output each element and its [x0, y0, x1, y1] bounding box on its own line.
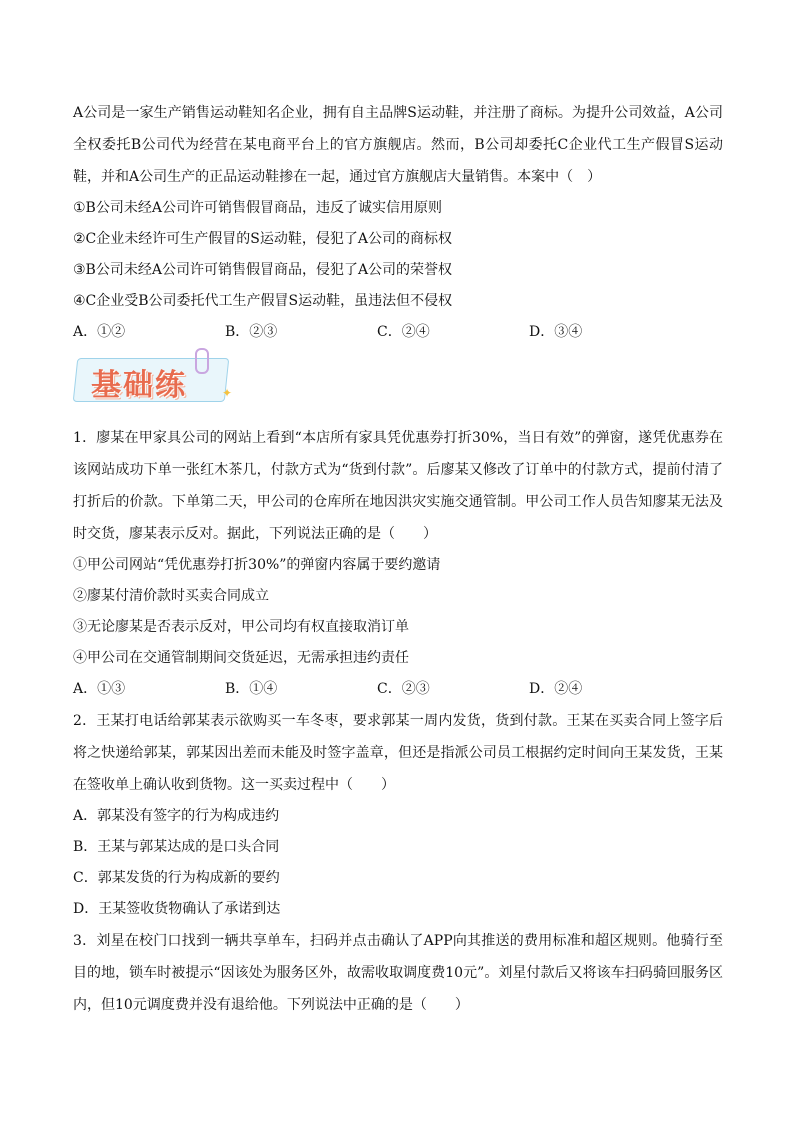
section-title: 基础练 [91, 368, 187, 403]
option-d: D．②④ [529, 681, 583, 697]
document-content [73, 97, 723, 1021]
statement: ②C企业未经许可生产假冒的S运动鞋，侵犯了A公司的商标权 [73, 231, 452, 247]
statement: ①甲公司网站“凭优惠券打折30%”的弹窗内容属于要约邀请 [73, 557, 441, 573]
question-stem: 2．王某打电话给郭某表示欲购买一车冬枣，要求郭某一周内发货，货到付款。王某在买卖合同上签字后将之快递给郭某，郭某因出差而未能及时签字盖章，但还是指派公司员工根据约定时间向王某发货，王某在签收单上确认收到货物。这一买卖过程中（ ） [73, 713, 723, 793]
statement: ③无论廖某是否表示反对，甲公司均有权直接取消订单 [73, 619, 409, 635]
section-banner [73, 352, 723, 408]
statement: ①B公司未经A公司许可销售假冒商品，违反了诚实信用原则 [73, 200, 442, 216]
option-d: D．王某签收货物确认了承诺到达 [73, 901, 281, 917]
answer-options [73, 317, 723, 348]
option-b: B．②③ [225, 324, 278, 340]
option-a: A．郭某没有签字的行为构成违约 [73, 808, 280, 824]
paperclip-icon [195, 348, 209, 374]
statement: ③B公司未经A公司许可销售假冒商品，侵犯了A公司的荣誉权 [73, 262, 453, 278]
sparkle-icon: ✦ [222, 386, 233, 400]
option-a: A．①② [73, 324, 126, 340]
option-a: A．①③ [73, 681, 126, 697]
option-d: D．③④ [529, 324, 583, 340]
statement: ④甲公司在交通管制期间交货延迟，无需承担违约责任 [73, 650, 409, 666]
option-c: C．②④ [377, 324, 430, 340]
question-stem: A公司是一家生产销售运动鞋知名企业，拥有自主品牌S运动鞋，并注册了商标。为提升公司效益，A公司全权委托B公司代为经营在某电商平台上的官方旗舰店。然而，B公司却委托C企业代工生产假冒S运动鞋，并和A公司生产的正品运动鞋掺在一起，通过官方旗舰店大量销售。本案中（ ） [73, 105, 723, 185]
statement: ④C企业受B公司委托代工生产假冒S运动鞋，虽违法但不侵权 [73, 293, 453, 309]
option-b: B．①④ [225, 681, 278, 697]
option-b: B．王某与郭某达成的是口头合同 [73, 839, 280, 855]
statement: ②廖某付清价款时买卖合同成立 [73, 588, 269, 604]
option-c: C．②③ [377, 681, 430, 697]
question-stem: 3．刘星在校门口找到一辆共享单车，扫码并点击确认了APP向其推送的费用标准和超区规则。他骑行至目的地，锁车时被提示“因该处为服务区外，故需收取调度费10元”。刘星付款后又将该车扫码骑回服务区内，但10元调度费并没有退给他。下列说法中正确的是（ ） [73, 933, 723, 1013]
answer-options [73, 674, 723, 705]
option-c: C．郭某发货的行为构成新的要约 [73, 870, 280, 886]
question-stem: 1．廖某在甲家具公司的网站上看到“本店所有家具凭优惠券打折30%，当日有效”的弹窗，遂凭优惠券在该网站成功下单一张红木茶几，付款方式为“货到付款”。后廖某又修改了订单中的付款方式，提前付清了打折后的价款。下单第二天，甲公司的仓库所在地因洪灾实施交通管制。甲公司工作人员告知廖某无法及时交货，廖某表示反对。据此，下列说法正确的是（ ） [73, 430, 723, 542]
